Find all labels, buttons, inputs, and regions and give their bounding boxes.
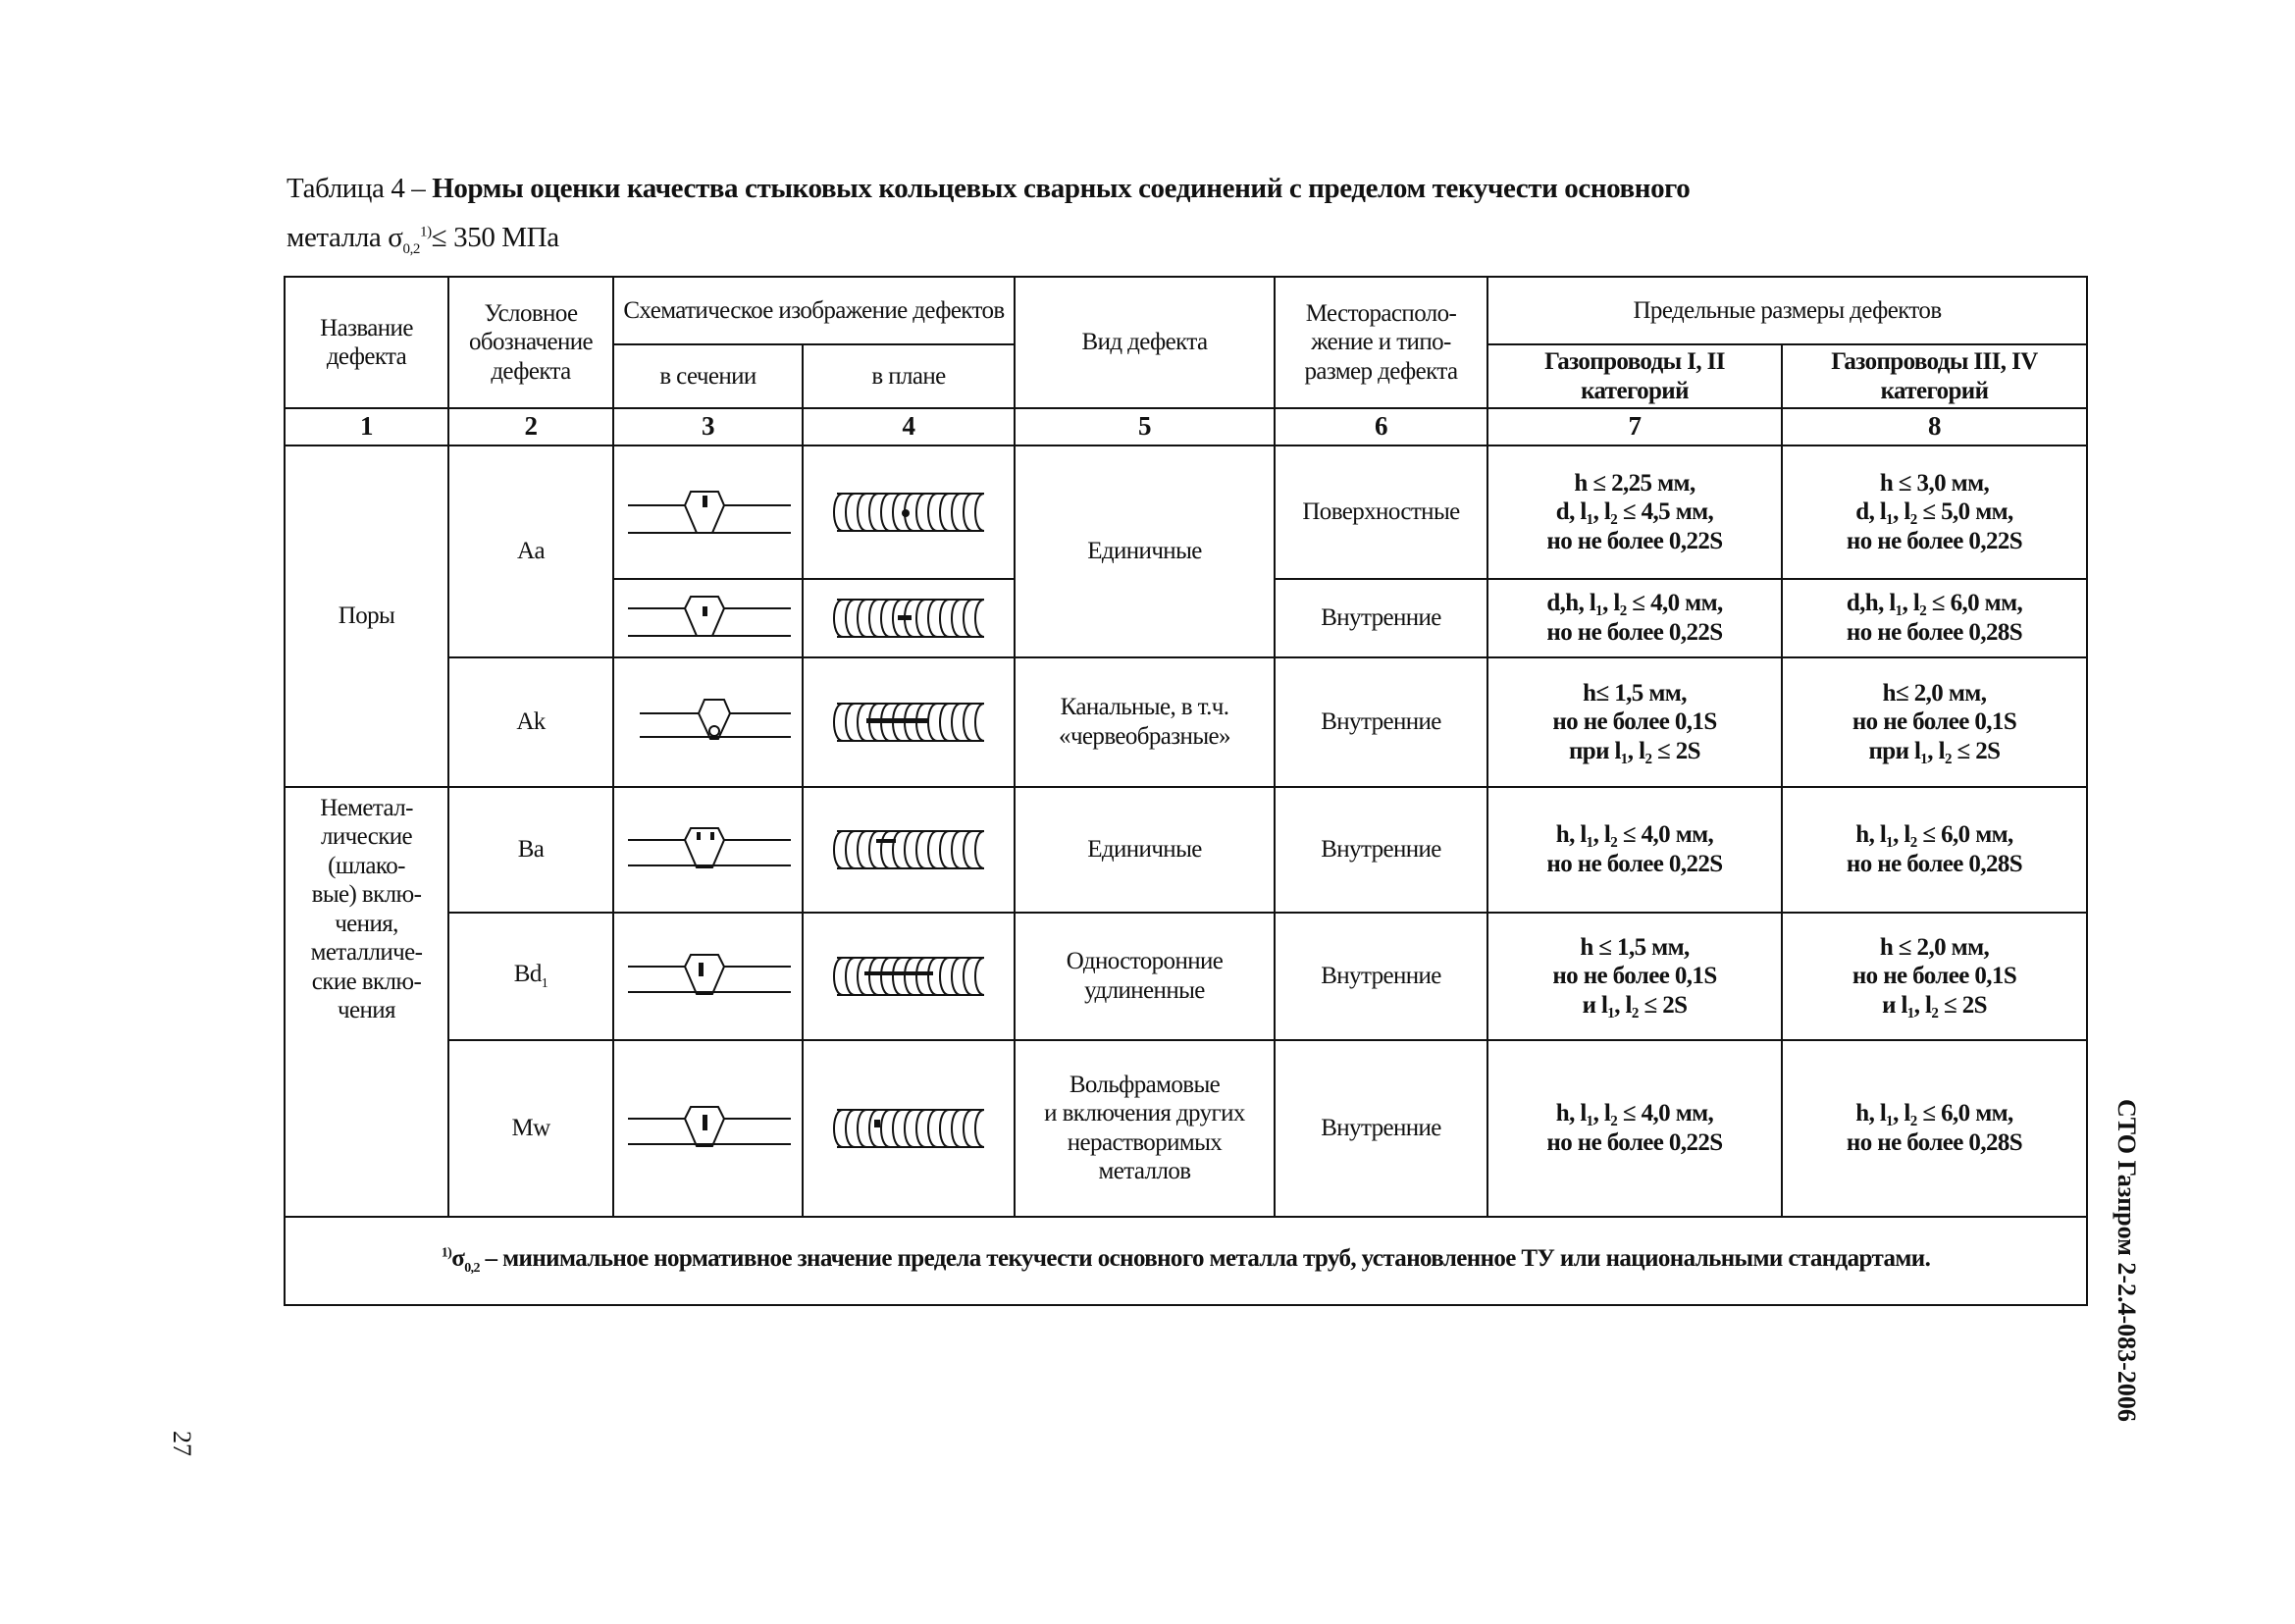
header-location: Месторасполо- жение и типо- размер дефекта bbox=[1275, 277, 1487, 408]
section-sketch bbox=[613, 657, 803, 787]
location-cell: Внутренние bbox=[1275, 787, 1487, 913]
header-name: Название дефекта bbox=[285, 277, 448, 408]
code-cell: Mw bbox=[448, 1040, 613, 1217]
group-inclusions: Неметал- лические (шлако- вые) вклю- чения, металличе- ские вклю- чения bbox=[285, 787, 448, 1217]
col-number: 1 bbox=[285, 408, 448, 445]
caption-line2-prefix: металла σ bbox=[287, 222, 403, 253]
location-cell: Внутренние bbox=[1275, 579, 1487, 657]
type-cell: Канальные, в т.ч. «червеобразные» bbox=[1015, 657, 1275, 787]
limit-cat34: h≤ 2,0 мм, но не более 0,1S при l₁, l₂ ≤ 2S bbox=[1782, 657, 2087, 787]
plan-sketch bbox=[803, 787, 1015, 913]
plan-sketch bbox=[803, 579, 1015, 657]
caption-sigma-sup: 1) bbox=[420, 224, 432, 240]
footnote-text: – минимальное нормативное значение предела текучести основного металла труб, установленное ТУ или национальными стандартами. bbox=[479, 1245, 1931, 1273]
table-row bbox=[285, 1040, 2087, 1217]
section-sketch bbox=[613, 1040, 803, 1217]
header-type: Вид дефекта bbox=[1015, 277, 1275, 408]
table-caption bbox=[287, 173, 1690, 205]
col-number: 8 bbox=[1782, 408, 2087, 445]
col-number: 5 bbox=[1015, 408, 1275, 445]
col-number: 2 bbox=[448, 408, 613, 445]
limit-cat34: h ≤ 3,0 мм, d, l₁, l₂ ≤ 5,0 мм, но не более 0,22S bbox=[1782, 445, 2087, 579]
caption-lead: Таблица 4 – bbox=[287, 173, 433, 204]
limit-cat34: h, l₁, l₂ ≤ 6,0 мм, но не более 0,28S bbox=[1782, 1040, 2087, 1217]
group-pores: Поры bbox=[285, 445, 448, 787]
limit-cat34: h, l₁, l₂ ≤ 6,0 мм, но не более 0,28S bbox=[1782, 787, 2087, 913]
type-cell: Вольфрамовые и включения других нерастворимых металлов bbox=[1015, 1040, 1275, 1217]
plan-sketch bbox=[803, 1040, 1015, 1217]
section-sketch bbox=[613, 787, 803, 913]
limit-cat12: h, l₁, l₂ ≤ 4,0 мм, но не более 0,22S bbox=[1487, 1040, 1782, 1217]
footnote-row bbox=[285, 1217, 2087, 1305]
location-cell: Внутренние bbox=[1275, 1040, 1487, 1217]
footnote bbox=[285, 1217, 2087, 1305]
location-cell: Внутренние bbox=[1275, 913, 1487, 1040]
code-cell: Ak bbox=[448, 657, 613, 787]
type-cell: Односторонние удлиненные bbox=[1015, 913, 1275, 1040]
caption-sigma-sub: 0,2 bbox=[402, 240, 421, 257]
header-cat34: Газопроводы III, IV категорий bbox=[1782, 344, 2087, 408]
section-sketch bbox=[613, 913, 803, 1040]
section-sketch bbox=[613, 579, 803, 657]
table-row bbox=[285, 445, 2087, 579]
table-row bbox=[285, 787, 2087, 913]
code-bd-sub: 1 bbox=[541, 976, 548, 992]
caption-title: Нормы оценки качества стыковых кольцевых сварных соединений с пределом текучести основного bbox=[432, 173, 1691, 204]
header-section: в сечении bbox=[613, 344, 803, 408]
table-row bbox=[285, 913, 2087, 1040]
page-number: 27 bbox=[168, 1431, 196, 1456]
location-cell: Внутренние bbox=[1275, 657, 1487, 787]
limit-cat12: d,h, l₁, l₂ ≤ 4,0 мм, но не более 0,22S bbox=[1487, 579, 1782, 657]
limit-cat12: h ≤ 1,5 мм, но не более 0,1S и l₁, l₂ ≤ 2S bbox=[1487, 913, 1782, 1040]
code-cell: Ba bbox=[448, 787, 613, 913]
col-number: 7 bbox=[1487, 408, 1782, 445]
document-code: СТО Газпром 2-2.4-083-2006 bbox=[2112, 1099, 2141, 1422]
limit-cat34: h ≤ 2,0 мм, но не более 0,1S и l₁, l₂ ≤ 2S bbox=[1782, 913, 2087, 1040]
location-cell: Поверхностные bbox=[1275, 445, 1487, 579]
table-row bbox=[285, 657, 2087, 787]
header-plan: в плане bbox=[803, 344, 1015, 408]
limit-cat12: h≤ 1,5 мм, но не более 0,1S при l₁, l₂ ≤ 2S bbox=[1487, 657, 1782, 787]
caption-line2-suffix: ≤ 350 МПа bbox=[431, 222, 559, 253]
plan-sketch bbox=[803, 913, 1015, 1040]
section-sketch bbox=[613, 445, 803, 579]
code-bd: Bd bbox=[513, 961, 542, 988]
col-number: 6 bbox=[1275, 408, 1487, 445]
limit-cat12: h, l₁, l₂ ≤ 4,0 мм, но не более 0,22S bbox=[1487, 787, 1782, 913]
header-limits: Предельные размеры дефектов bbox=[1487, 277, 2087, 344]
plan-sketch bbox=[803, 657, 1015, 787]
col-number: 3 bbox=[613, 408, 803, 445]
header-schema: Схематическое изображение дефектов bbox=[613, 277, 1015, 344]
footnote-sigma: σ bbox=[451, 1245, 465, 1273]
header-code: Условное обозначение дефекта bbox=[448, 277, 613, 408]
header-cat12: Газопроводы I, II категорий bbox=[1487, 344, 1782, 408]
defects-table bbox=[284, 276, 2088, 1306]
table-caption-line2 bbox=[287, 222, 559, 258]
limit-cat34: d,h, l₁, l₂ ≤ 6,0 мм, но не более 0,28S bbox=[1782, 579, 2087, 657]
code-cell bbox=[448, 913, 613, 1040]
footnote-sup: 1) bbox=[441, 1245, 452, 1261]
plan-sketch bbox=[803, 445, 1015, 579]
col-number: 4 bbox=[803, 408, 1015, 445]
footnote-sub: 0,2 bbox=[464, 1261, 480, 1277]
limit-cat12: h ≤ 2,25 мм, d, l₁, l₂ ≤ 4,5 мм, но не более 0,22S bbox=[1487, 445, 1782, 579]
code-cell: Aa bbox=[448, 445, 613, 657]
type-cell: Единичные bbox=[1015, 445, 1275, 657]
type-cell: Единичные bbox=[1015, 787, 1275, 913]
column-numbers-row bbox=[285, 408, 2087, 445]
